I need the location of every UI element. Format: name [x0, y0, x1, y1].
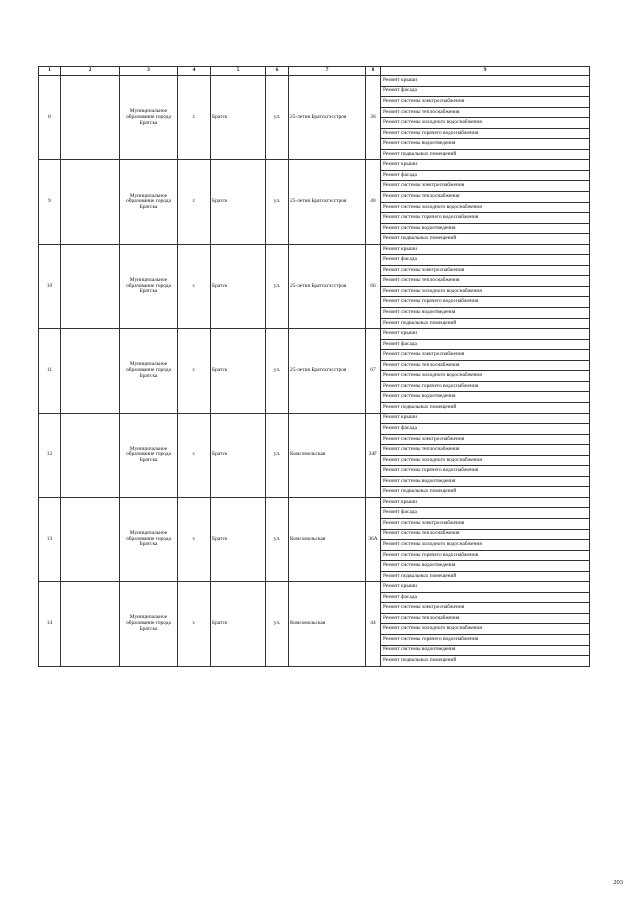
work-type-cell: Ремонт системы холодного водоснабжения — [381, 455, 590, 466]
header-cell: 5 — [211, 67, 266, 76]
column-2-cell — [61, 497, 120, 581]
settlement-type-cell: г. — [178, 244, 211, 328]
work-type-cell: Ремонт системы горячего водоснабжения — [381, 550, 590, 561]
work-type-cell: Ремонт системы холодного водоснабжения — [381, 118, 590, 129]
work-type-cell: Ремонт системы водоотведения — [381, 561, 590, 572]
header-cell: 9 — [381, 67, 590, 76]
city-cell: Братск — [211, 413, 266, 497]
column-2-cell — [61, 329, 120, 413]
work-type-cell: Ремонт системы водоотведения — [381, 223, 590, 234]
work-type-cell: Ремонт системы горячего водоснабжения — [381, 297, 590, 308]
column-2-cell — [61, 76, 120, 160]
work-type-cell: Ремонт системы холодного водоснабжения — [381, 540, 590, 551]
work-type-cell: Ремонт системы горячего водоснабжения — [381, 128, 590, 139]
work-type-cell: Ремонт фасада — [381, 508, 590, 519]
work-type-cell: Ремонт подвальных помещений — [381, 318, 590, 329]
column-2-cell — [61, 244, 120, 328]
work-type-cell: Ремонт системы водоотведения — [381, 139, 590, 150]
work-type-cell: Ремонт крыши — [381, 329, 590, 340]
street-type-cell: ул. — [266, 413, 289, 497]
work-type-cell: Ремонт подвальных помещений — [381, 487, 590, 498]
work-type-cell: Ремонт подвальных помещений — [381, 571, 590, 582]
work-type-cell: Ремонт системы горячего водоснабжения — [381, 213, 590, 224]
work-type-cell: Ремонт системы электроснабжения — [381, 518, 590, 529]
municipality-cell: Муниципальное образование города Братска — [120, 160, 178, 244]
work-type-cell: Ремонт системы электроснабжения — [381, 181, 590, 192]
page-number: 203 — [613, 879, 623, 886]
table-body — [39, 76, 590, 667]
work-type-cell: Ремонт системы водоотведения — [381, 392, 590, 403]
row-number-cell: 14 — [39, 582, 61, 666]
row-number-cell: 8 — [39, 76, 61, 160]
work-type-cell: Ремонт системы электроснабжения — [381, 97, 590, 108]
street-cell: 25-летия Братскгэсстроя — [289, 244, 366, 328]
work-type-cell: Ремонт системы горячего водоснабжения — [381, 634, 590, 645]
work-type-cell: Ремонт крыши — [381, 497, 590, 508]
column-2-cell — [61, 582, 120, 666]
settlement-type-cell: г. — [178, 76, 211, 160]
municipality-cell: Муниципальное образование города Братска — [120, 329, 178, 413]
house-number-cell: 40 — [366, 160, 381, 244]
house-number-cell: 36 — [366, 76, 381, 160]
municipality-cell: Муниципальное образование города Братска — [120, 244, 178, 328]
street-type-cell: ул. — [266, 160, 289, 244]
municipality-cell: Муниципальное образование города Братска — [120, 582, 178, 666]
column-2-cell — [61, 413, 120, 497]
work-type-cell: Ремонт крыши — [381, 160, 590, 171]
header-cell: 8 — [366, 67, 381, 76]
municipality-cell: Муниципальное образование города Братска — [120, 76, 178, 160]
table-row — [39, 497, 590, 508]
city-cell: Братск — [211, 160, 266, 244]
work-type-cell: Ремонт системы водоотведения — [381, 476, 590, 487]
settlement-type-cell: г. — [178, 329, 211, 413]
header-cell: 6 — [266, 67, 289, 76]
work-type-cell: Ремонт крыши — [381, 413, 590, 424]
work-type-cell: Ремонт фасада — [381, 424, 590, 435]
city-cell: Братск — [211, 244, 266, 328]
work-type-cell: Ремонт системы электроснабжения — [381, 603, 590, 614]
settlement-type-cell: г. — [178, 582, 211, 666]
work-type-cell: Ремонт системы теплоснабжения — [381, 445, 590, 456]
work-type-cell: Ремонт системы горячего водоснабжения — [381, 381, 590, 392]
city-cell: Братск — [211, 582, 266, 666]
header-cell: 3 — [120, 67, 178, 76]
city-cell: Братск — [211, 329, 266, 413]
work-type-cell: Ремонт крыши — [381, 244, 590, 255]
street-type-cell: ул. — [266, 497, 289, 581]
work-type-cell: Ремонт фасада — [381, 86, 590, 97]
work-type-cell: Ремонт системы холодного водоснабжения — [381, 371, 590, 382]
row-number-cell: 11 — [39, 329, 61, 413]
row-number-cell: 9 — [39, 160, 61, 244]
header-cell: 7 — [289, 67, 366, 76]
street-type-cell: ул. — [266, 76, 289, 160]
work-type-cell: Ремонт подвальных помещений — [381, 234, 590, 245]
work-type-cell: Ремонт подвальных помещений — [381, 656, 590, 667]
table-row — [39, 160, 590, 171]
work-type-cell: Ремонт системы холодного водоснабжения — [381, 202, 590, 213]
house-number-cell: 67 — [366, 329, 381, 413]
work-type-cell: Ремонт системы холодного водоснабжения — [381, 624, 590, 635]
row-number-cell: 10 — [39, 244, 61, 328]
settlement-type-cell: г. — [178, 497, 211, 581]
header-cell: 4 — [178, 67, 211, 76]
table-row — [39, 76, 590, 87]
house-number-cell: 66 — [366, 244, 381, 328]
city-cell: Братск — [211, 76, 266, 160]
table-row — [39, 244, 590, 255]
work-type-cell: Ремонт системы электроснабжения — [381, 434, 590, 445]
house-number-cell: 34Г — [366, 413, 381, 497]
row-number-cell: 12 — [39, 413, 61, 497]
work-type-cell: Ремонт фасада — [381, 339, 590, 350]
city-cell: Братск — [211, 497, 266, 581]
street-type-cell: ул. — [266, 244, 289, 328]
header-cell: 2 — [61, 67, 120, 76]
street-cell: 25-летия Братскгэсстроя — [289, 329, 366, 413]
settlement-type-cell: г. — [178, 413, 211, 497]
street-cell: Комсомольская — [289, 413, 366, 497]
work-type-cell: Ремонт крыши — [381, 582, 590, 593]
street-cell: Комсомольская — [289, 497, 366, 581]
work-type-cell: Ремонт фасада — [381, 255, 590, 266]
header-row — [39, 67, 590, 76]
house-number-cell: 36А — [366, 497, 381, 581]
street-type-cell: ул. — [266, 582, 289, 666]
row-number-cell: 13 — [39, 497, 61, 581]
work-type-cell: Ремонт системы горячего водоснабжения — [381, 466, 590, 477]
repair-program-table — [38, 66, 590, 667]
work-type-cell: Ремонт системы водоотведения — [381, 645, 590, 656]
work-type-cell: Ремонт системы теплоснабжения — [381, 613, 590, 624]
street-cell: 25-летия Братскгэсстроя — [289, 76, 366, 160]
table-row — [39, 413, 590, 424]
work-type-cell: Ремонт подвальных помещений — [381, 402, 590, 413]
work-type-cell: Ремонт системы теплоснабжения — [381, 529, 590, 540]
work-type-cell: Ремонт системы теплоснабжения — [381, 192, 590, 203]
street-type-cell: ул. — [266, 329, 289, 413]
work-type-cell: Ремонт крыши — [381, 76, 590, 87]
municipality-cell: Муниципальное образование города Братска — [120, 497, 178, 581]
header-cell: 1 — [39, 67, 61, 76]
work-type-cell: Ремонт системы водоотведения — [381, 308, 590, 319]
column-2-cell — [61, 160, 120, 244]
street-cell: 25-летия Братскгэсстроя — [289, 160, 366, 244]
house-number-cell: 44 — [366, 582, 381, 666]
work-type-cell: Ремонт фасада — [381, 592, 590, 603]
street-cell: Комсомольская — [289, 582, 366, 666]
work-type-cell: Ремонт системы теплоснабжения — [381, 107, 590, 118]
settlement-type-cell: г. — [178, 160, 211, 244]
work-type-cell: Ремонт системы электроснабжения — [381, 265, 590, 276]
work-type-cell: Ремонт фасада — [381, 170, 590, 181]
work-type-cell: Ремонт подвальных помещений — [381, 149, 590, 160]
work-type-cell: Ремонт системы холодного водоснабжения — [381, 286, 590, 297]
work-type-cell: Ремонт системы электроснабжения — [381, 350, 590, 361]
municipality-cell: Муниципальное образование города Братска — [120, 413, 178, 497]
table-row — [39, 582, 590, 593]
work-type-cell: Ремонт системы теплоснабжения — [381, 360, 590, 371]
table-row — [39, 329, 590, 340]
work-type-cell: Ремонт системы теплоснабжения — [381, 276, 590, 287]
